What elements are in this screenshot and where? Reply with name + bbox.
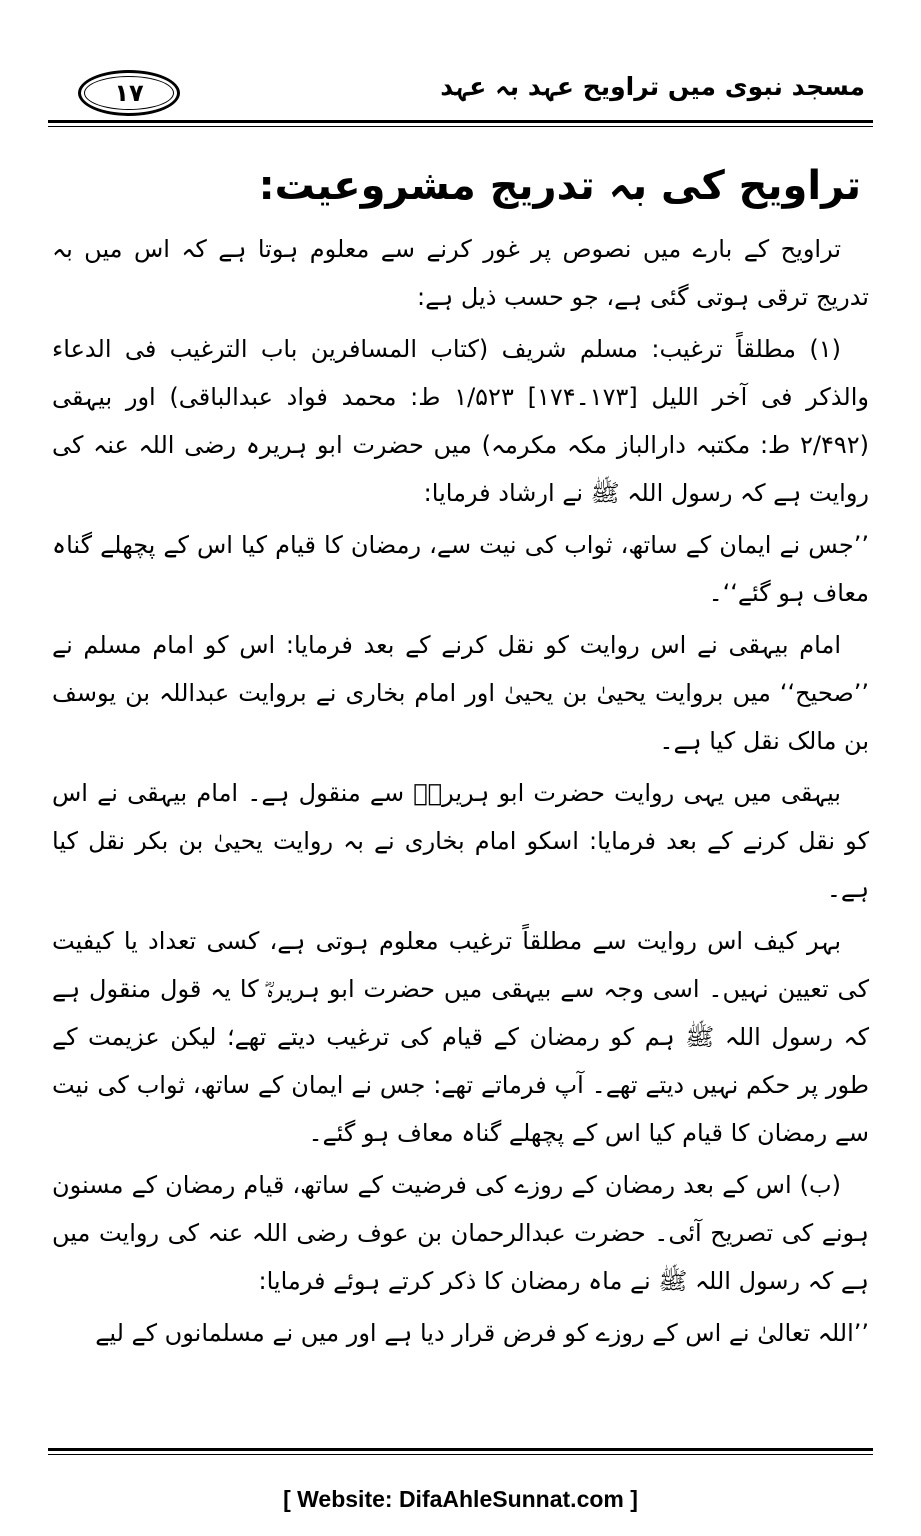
running-title: مسجد نبوی میں تراویح عہد بہ عہد	[440, 72, 865, 101]
paragraph: (ب) اس کے بعد رمضان کے روزے کی فرضیت کے ساتھ، قیام رمضان کے مسنون ہونے کی تصریح آئی۔ حضرت عبدالرحمان بن عوف رضی اللہ عنہ کی روایت میں ہے کہ رسول اللہ ﷺ نے ماہ رمضان کا ذکر کرتے ہوئے فرمایا:	[52, 1171, 869, 1295]
paragraph: بیہقی میں یہی روایت حضرت ابو ہریرہؓ سے منقول ہے۔ امام بیہقی نے اس کو نقل کرنے کے بعد فرمایا: اسکو امام بخاری نے بہ روایت یحییٰ بن بکر نقل کیا ہے۔	[52, 779, 869, 903]
page-number	[78, 70, 180, 116]
page-header	[48, 58, 873, 118]
quote-paragraph: ’’جس نے ایمان کے ساتھ، ثواب کی نیت سے، رمضان کا قیام کیا اس کے پچھلے گناہ معاف ہو گئے‘‘۔	[52, 531, 869, 607]
paragraph: بہر کیف اس روایت سے مطلقاً ترغیب معلوم ہوتی ہے، کسی تعداد یا کیفیت کی تعیین نہیں۔ اسی وجہ سے بیہقی میں حضرت ابو ہریرہؓ کا یہ قول منقول ہے کہ رسول اللہ ﷺ ہم کو رمضان کے قیام کی ترغیب دیتے تھے؛ لیکن عزیمت کے طور پر حکم نہیں دیتے تھے۔ آپ فرماتے تھے: جس نے ایمان کے ساتھ، ثواب کی نیت سے رمضان کا قیام کیا اس کے پچھلے گناہ معاف ہو گئے۔	[52, 927, 869, 1147]
website-footer: [ Website: DifaAhleSunnat.com ]	[283, 1486, 638, 1512]
paragraph: تراویح کے بارے میں نصوص پر غور کرنے سے معلوم ہوتا ہے کہ اس میں بہ تدریج ترقی ہوتی گئی ہے، جو حسب ذیل ہے:	[52, 235, 869, 311]
page-body	[52, 145, 869, 1415]
footer-rule	[48, 1448, 873, 1451]
header-rule-thin	[48, 126, 873, 127]
footer-rule-thin	[48, 1454, 873, 1455]
section-heading: تراویح کی بہ تدریج مشروعیت:	[258, 163, 861, 209]
page-number-text: ۱۷	[114, 79, 144, 107]
paragraph: (۱) مطلقاً ترغیب: مسلم شریف (کتاب المسافرین باب الترغیب فی الدعاء والذکر فی آخر اللیل [۱۷۳۔۱۷۴] ۱/۵۲۳ ط: محمد فواد عبدالباقی) اور بیہقی (۲/۴۹۲ ط: مکتبہ دارالباز مکہ مکرمہ) میں حضرت ابو ہریرہ رضی اللہ عنہ کی روایت ہے کہ رسول اللہ ﷺ نے ارشاد فرمایا:	[52, 335, 869, 507]
header-rule	[48, 120, 873, 123]
quote-paragraph: ’’اللہ تعالیٰ نے اس کے روزے کو فرض قرار دیا ہے اور میں نے مسلمانوں کے لیے	[95, 1319, 869, 1347]
paragraph: امام بیہقی نے اس روایت کو نقل کرنے کے بعد فرمایا: اس کو امام مسلم نے ’’صحیح‘‘ میں بروایت یحییٰ بن یحییٰ اور امام بخاری نے بروایت عبداللہ بن یوسف بن مالک نقل کیا ہے۔	[52, 631, 869, 755]
